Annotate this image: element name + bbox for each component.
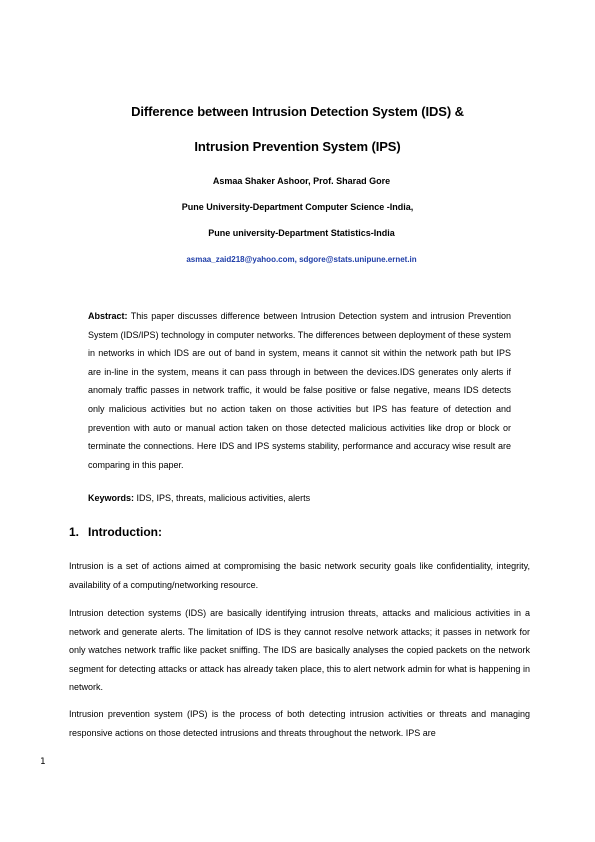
- author-emails[interactable]: asmaa_zaid218@yahoo.com, sdgore@stats.unipune.ernet.in: [186, 255, 417, 264]
- body-paragraph-1: Intrusion is a set of actions aimed at compromising the basic network security goals like confidentiality, integrity, availability of a computing/networking resource.: [69, 561, 530, 590]
- author-affiliation-1: Pune University-Department Computer Science -India,: [181, 202, 414, 212]
- section-number: 1.: [69, 525, 80, 539]
- author-affiliation-2: Pune university-Department Statistics-India: [208, 228, 395, 238]
- paper-title-line-2: Intrusion Prevention System (IPS): [194, 139, 401, 154]
- body-paragraph-2: Intrusion detection systems (IDS) are basically identifying intrusion threats, attacks and malicious activities in a network and generate alerts. The limitation of IDS is they cannot resolve network attacks; it passes in network for only watches network traffic like packet sniffing. The IDS are basically analyses the copied packets on the network segment for detecting attacks or attack has already taken place, this to alert network admin for what is happening in network.: [69, 608, 530, 693]
- keywords-paragraph: [88, 492, 511, 504]
- author-names: Asmaa Shaker Ashoor, Prof. Sharad Gore: [212, 176, 391, 186]
- keywords-label: Keywords:: [88, 493, 135, 503]
- body-paragraph-3: Intrusion prevention system (IPS) is the process of both detecting intrusion activities or threats and managing responsive actions on those detected intrusions and threats throughout the network. IPS are: [69, 709, 530, 738]
- section-title: Introduction:: [88, 525, 162, 539]
- page-number: 1: [40, 757, 46, 767]
- keywords-text: IDS, IPS, threats, malicious activities, alerts: [136, 493, 311, 503]
- abstract-label: Abstract:: [88, 311, 128, 321]
- paper-title-line-1: Difference between Intrusion Detection System (IDS) &: [131, 104, 464, 119]
- section-heading-introduction: [69, 524, 162, 540]
- abstract-paragraph: [88, 307, 511, 474]
- abstract-text: This paper discusses difference between Intrusion Detection system and intrusion Prevention System (IDS/IPS) technology in computer networks. The differences between deployment of these system in networks in which IDS are out of band in system, means it cannot sit within the network path but IPS are in-line in the system, means it can pass through in between the devices.IDS generates only alerts if anomaly traffic passes in network traffic, it would be false positive or false negative, means IDS detects only malicious activities but no action taken on those activities but IPS has feature of detection and prevention with auto or manual action taken on those detected malicious activities like drop or block or terminate the connections. Here IDS and IPS systems stability, performance and accuracy wise result are comparing in this paper.: [88, 311, 511, 470]
